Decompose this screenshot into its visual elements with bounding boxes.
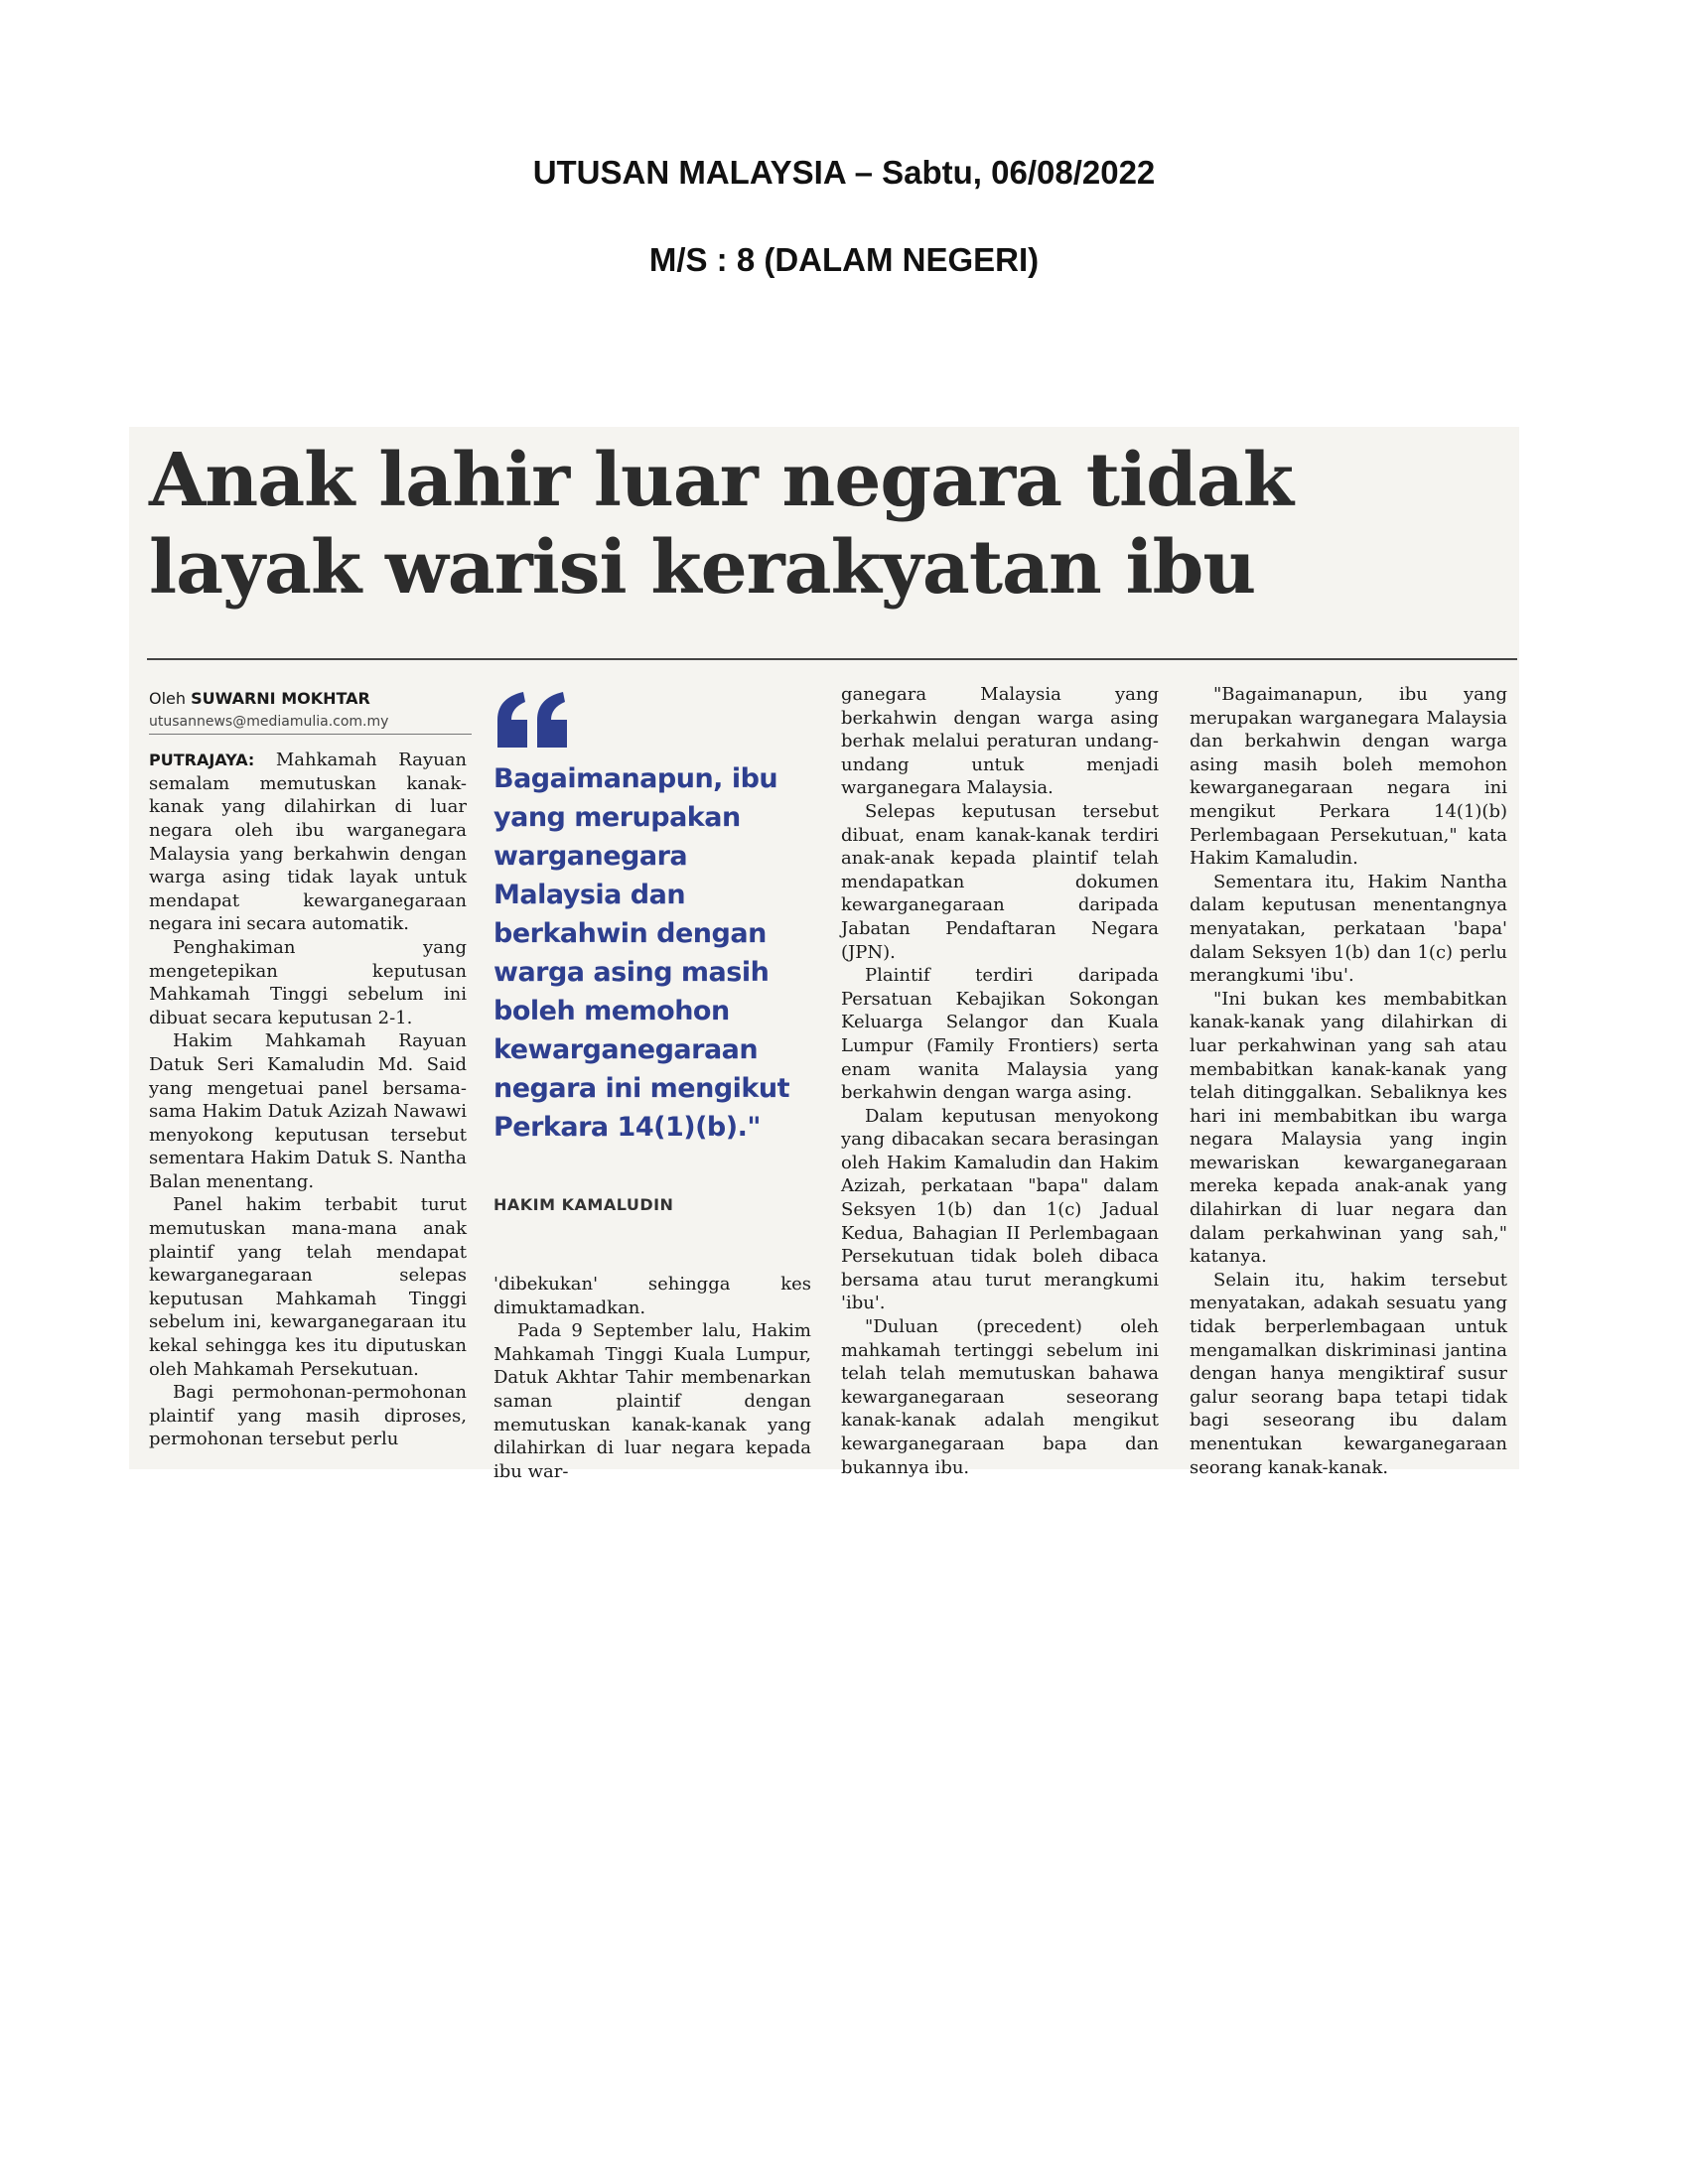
- pull-quote: Bagaimanapun, ibu yang merupakan warganegara Malaysia dan berkahwin dengan warga asing masih boleh memohon kewarganegaraan negara ini mengikut Perkara 14(1)(b).": [493, 763, 789, 1143]
- paragraph: Panel hakim terbabit turut memutuskan mana-mana anak plaintif yang telah mendapat kewarganegaraan selepas keputusan Mahkamah Tinggi sebelum ini, kewarganegaraan itu kekal sehingga kes itu diputuskan oleh Mahkamah Persekutuan.: [149, 1194, 467, 1380]
- pull-quote-attribution: HAKIM KAMALUDIN: [493, 1195, 674, 1214]
- author-email: utusannews@mediamulia.com.my: [149, 713, 389, 730]
- headline-line-2: layak warisi kerakyatan ibu: [149, 525, 1256, 611]
- paragraph: Bagi permohonan-permohonan plaintif yang masih diproses, permohonan tersebut perlu: [149, 1382, 467, 1450]
- paragraph: Penghakiman yang mengetepikan keputusan Mahkamah Tinggi sebelum ini dibuat secara keputusan 2-1.: [149, 936, 467, 1028]
- paragraph: "Ini bukan kes membabitkan kanak-kanak yang dilahirkan di luar perkahwinan yang sah atau membabitkan kanak-kanak yang telah ditinggalkan. Sebaliknya kes hari ini membabitkan ibu warga negara Malaysia yang ingin mewariskan kewarganegaraan mereka kepada anak-anak yang dilahirkan di luar negara dan dalam perkahwinan yang sah," katanya.: [1190, 988, 1507, 1268]
- paragraph: Sementara itu, Hakim Nantha dalam keputusan menentangnya menyatakan, perkataan 'bapa' dalam Seksyen 1(b) dan 1(c) perlu merangkumi 'ibu'.: [1190, 871, 1507, 987]
- paragraph: Dalam keputusan menyokong yang dibacakan secara berasingan oleh Hakim Kamaludin dan Hakim Azizah, perkataan "bapa" dalam Seksyen 1(b) dan 1(c) Jadual Kedua, Bahagian II Perlembagaan Persekutuan tidak boleh dibaca bersama atau turut merangkumi 'ibu'.: [841, 1105, 1159, 1314]
- paragraph: Plaintif terdiri daripada Persatuan Kebajikan Sokongan Keluarga Selangor dan Kuala Lumpur (Family Frontiers) serta enam wanita Malaysia yang berkahwin dengan warga asing.: [841, 965, 1159, 1104]
- paragraph: "Bagaimanapun, ibu yang merupakan warganegara Malaysia dan berkahwin dengan warga asing masih boleh memohon kewarganegaraan negara ini mengikut Perkara 14(1)(b) Perlembagaan Persekutuan," kata Hakim Kamaludin.: [1190, 684, 1507, 870]
- paragraph: Hakim Mahkamah Rayuan Datuk Seri Kamaludin Md. Said yang mengetuai panel bersama-sama Hakim Datuk Azizah Nawawi menyokong keputusan tersebut sementara Hakim Datuk S. Nantha Balan menentang.: [149, 1030, 467, 1192]
- paragraph: Pada 9 September lalu, Hakim Mahkamah Tinggi Kuala Lumpur, Datuk Akhtar Tahir membenarkan saman plaintif dengan memutuskan kanak-kanak yang dilahirkan di luar negara kepada ibu war-: [493, 1320, 811, 1482]
- paragraph: 'dibekukan' sehingga kes dimuktamadkan.: [493, 1274, 811, 1318]
- paragraph-text: Mahkamah Rayuan semalam memutuskan kanak-kanak yang dilahirkan di luar negara oleh ibu warganegara Malaysia yang berkahwin dengan warga asing tidak layak untuk mendapat kewarganegaraan negara ini secara automatik.: [149, 750, 467, 935]
- headline-line-1: Anak lahir luar negara tidak: [149, 438, 1294, 523]
- byline-rule: [149, 734, 472, 735]
- article-column-1: [149, 687, 467, 1451]
- article-headline: [149, 437, 1519, 612]
- byline: [149, 687, 467, 711]
- quote-mark-icon: [493, 690, 575, 750]
- page-section-header: M/S : 8 (DALAM NEGERI): [648, 241, 1040, 278]
- article-column-3: [841, 683, 1159, 1479]
- article-column-4: [1190, 683, 1507, 1479]
- byline-prefix: Oleh: [149, 689, 187, 708]
- source-header: UTUSAN MALAYSIA – Sabtu, 06/08/2022: [532, 154, 1156, 191]
- paragraph: "Duluan (precedent) oleh mahkamah tertinggi sebelum ini telah telah memutuskan bahawa kewarganegaraan seseorang kanak-kanak adalah mengikut kewarganegaraan bapa dan bukannya ibu.: [841, 1316, 1159, 1478]
- paragraph: Selepas keputusan tersebut dibuat, enam kanak-kanak terdiri anak-anak kepada plaintif telah mendapatkan dokumen kewarganegaraan daripada Jabatan Pendaftaran Negara (JPN).: [841, 800, 1159, 963]
- article-column-2: [493, 1273, 811, 1483]
- paragraph: ganegara Malaysia yang berkahwin dengan warga asing berhak melalui peraturan undang-undang untuk menjadi warganegara Malaysia.: [841, 684, 1159, 799]
- dateline: PUTRAJAYA:: [149, 751, 255, 770]
- paragraph: Selain itu, hakim tersebut menyatakan, adakah sesuatu yang tidak berperlembagaan untuk mengamalkan diskriminasi jantina dengan hanya mengiktiraf susur galur seorang bapa tetapi tidak bagi seseorang ibu dalam menentukan kewarganegaraan seorang kanak-kanak.: [1190, 1269, 1507, 1478]
- newspaper-clipping: [129, 427, 1519, 1482]
- paragraph: [149, 749, 467, 936]
- headline-rule: [147, 658, 1517, 660]
- byline-name: SUWARNI MOKHTAR: [191, 689, 370, 708]
